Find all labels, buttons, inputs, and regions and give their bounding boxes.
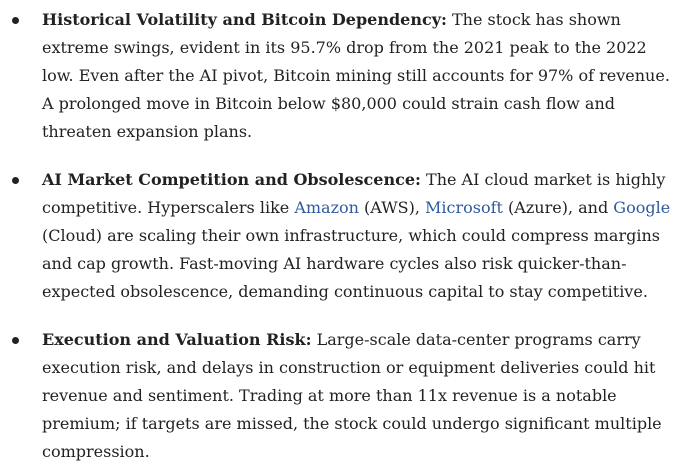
risk-heading: Historical Volatility and Bitcoin Dependency:: [42, 10, 447, 29]
risk-item: [42, 326, 678, 466]
inline-link-microsoft[interactable]: Microsoft: [425, 198, 503, 217]
risk-text: The stock has shown extreme swings, evident in its 95.7% drop from the 2021 peak to the 2022 low. Even after the AI pivot, Bitcoin mining still accounts for 97% of revenue. A prolonged move in Bitcoin below $80,000 could strain cash flow and threaten expansion plans.: [42, 10, 670, 141]
risk-text: Large-scale data-center programs carry execution risk, and delays in construction or equipment deliveries could hit revenue and sentiment. Trading at more than 11x revenue is a notable premium; if targets are missed, the stock could undergo significant multiple compression.: [42, 330, 662, 461]
risk-item: [42, 6, 678, 146]
risk-heading: Execution and Valuation Risk:: [42, 330, 312, 349]
risk-text: The AI cloud market is highly competitive. Hyperscalers like: [42, 170, 666, 217]
risk-text: (AWS),: [358, 198, 426, 217]
risk-item: [42, 166, 678, 306]
risk-text: (Cloud) are scaling their own infrastructure, which could compress margins and cap growth. Fast-moving AI hardware cycles also risk quicker-than-expected obsolescence, demanding continuous capital to stay competitive.: [42, 226, 660, 301]
inline-link-google[interactable]: Google: [613, 198, 671, 217]
bullet-icon: [12, 17, 19, 24]
inline-link-amazon[interactable]: Amazon: [294, 198, 359, 217]
bullet-icon: [12, 177, 19, 184]
bullet-icon: [12, 337, 19, 344]
risk-text: (Azure), and: [502, 198, 614, 217]
risk-heading: AI Market Competition and Obsolescence:: [42, 170, 421, 189]
